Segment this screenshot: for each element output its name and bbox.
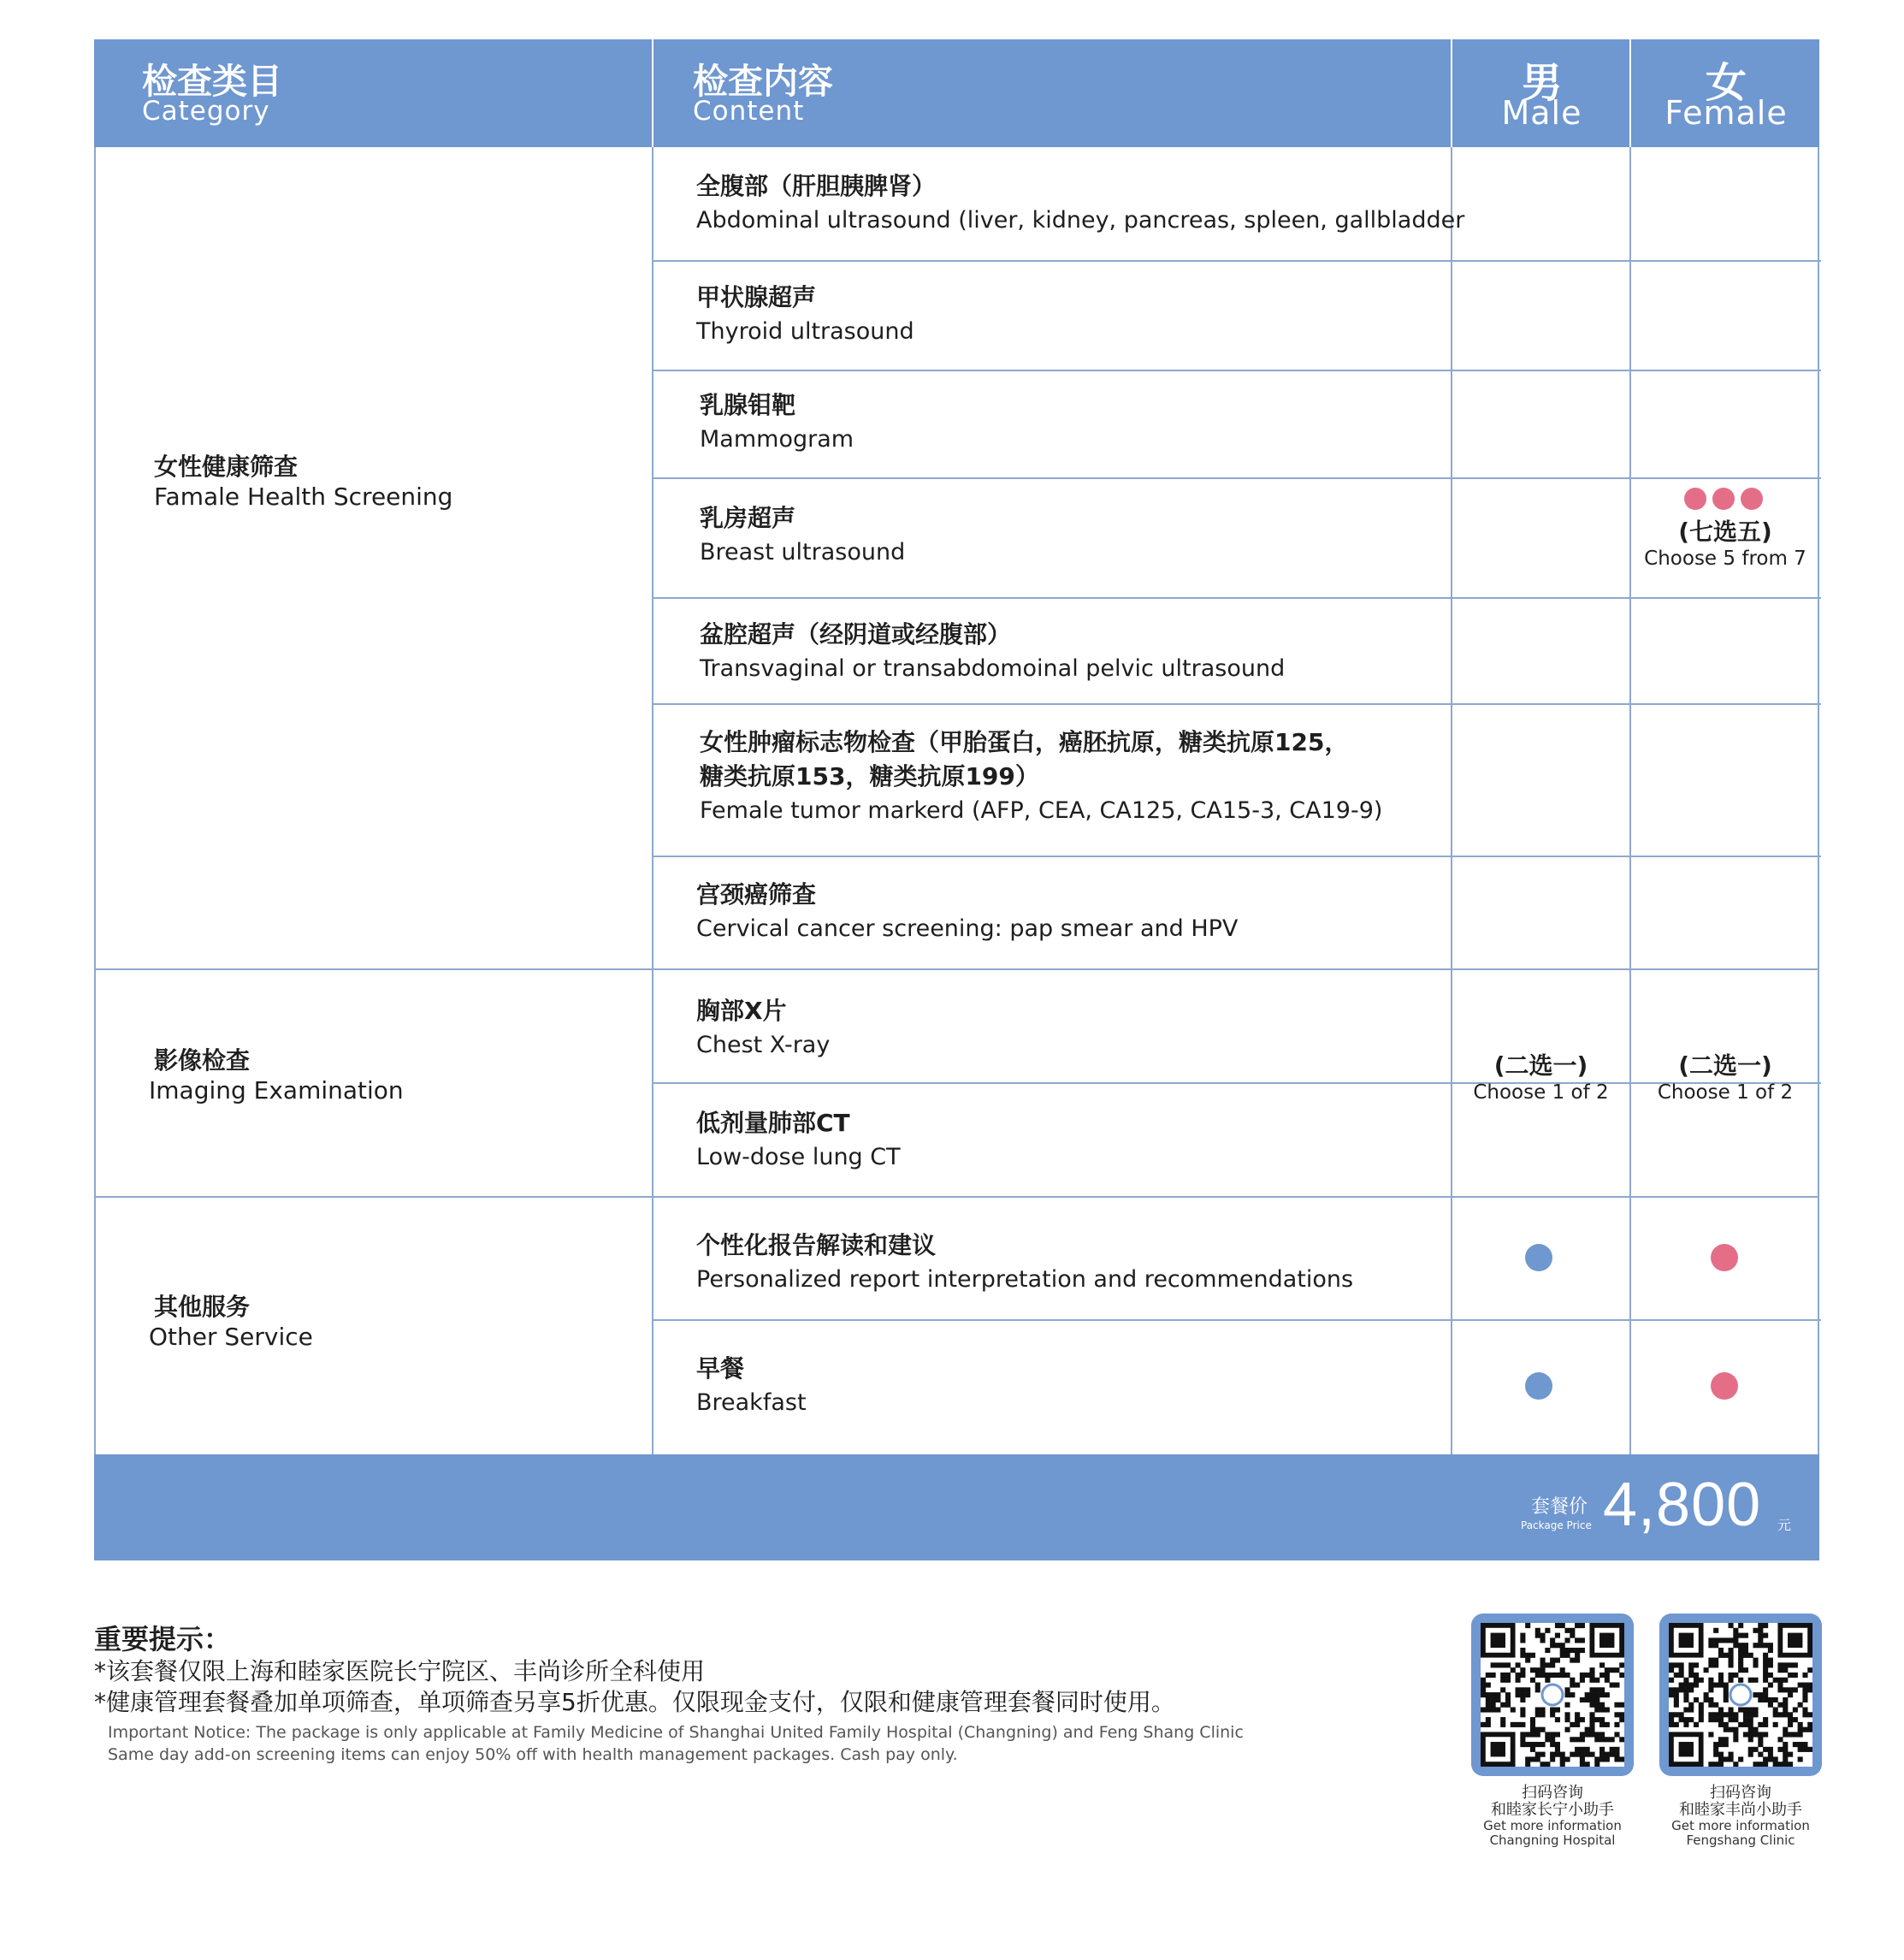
table-body [94,147,1819,1454]
choice-zh: (二选一) [1493,1051,1588,1080]
female-choice [1629,518,1821,571]
price-label-en: Package Price [1521,1519,1592,1531]
header-category-en: Category [142,96,270,127]
item-en: Breakfast [696,1389,807,1416]
qr-caption-en2: Fengshang Clinic [1686,1833,1795,1848]
item-zh: 盆腔超声（经阴道或经腹部） [700,620,1012,648]
item-en: Chest X-ray [696,1032,831,1058]
table-row [653,705,1821,857]
qr-code-image[interactable] [1659,1614,1822,1776]
header-male [1451,39,1631,147]
price-label-zh: 套餐价 [1531,1496,1588,1518]
price-value: 4,800 [1603,1471,1762,1539]
table-row [653,371,1821,479]
table-row [653,599,1821,705]
notice-line: *健康管理套餐叠加单项筛查，单项筛查另享5折优惠。仅限现金支付，仅限和健康管理套餐同时使用。 [94,1688,1175,1716]
female-dot [1712,488,1735,510]
header-male-en: Male [1501,94,1582,132]
table-header [94,39,1819,147]
item-en: Low-dose lung CT [696,1144,901,1170]
notice-en: Important Notice: The package is only applicable at Family Medicine of Shanghai United Family Hospital (Changning) and Feng Shang Clinic [108,1723,1244,1742]
table-row [653,857,1821,968]
item-zh: 个性化报告解读和建议 [696,1231,937,1259]
item-zh: 宫颈癌筛查 [696,880,817,909]
choice-en: Choose 5 from 7 [1644,548,1806,570]
header-content [652,39,1452,147]
qr-caption [1471,1785,1634,1848]
header-category [94,39,652,147]
qr-caption-en1: Get more information [1483,1818,1622,1833]
item-en: Transvaginal or transabdomoinal pelvic ultrasound [700,655,1286,682]
header-content-en: Content [693,96,805,127]
price-bar [94,1454,1819,1560]
header-female-zh: 女 [1705,59,1747,107]
male-included-dot [1525,1244,1552,1271]
qr-caption-zh1: 扫码咨询 [1710,1784,1771,1802]
qr-caption-zh2: 和睦家长宁小助手 [1491,1801,1614,1819]
item-zh: 乳腺钼靶 [700,391,796,419]
header-category-zh: 检查类目 [142,61,282,102]
item-en: Cervical cancer screening: pap smear and HPV [696,915,1239,942]
choice-en: Choose 1 of 2 [1657,1081,1794,1104]
qr-fengshang[interactable] [1659,1614,1822,1848]
item-zh: 女性肿瘤标志物检查（甲胎蛋白，癌胚抗原，糖类抗原125， [700,728,1349,756]
male-choice [1451,1052,1631,1105]
price-unit: 元 [1777,1517,1792,1533]
item-en: Thyroid ultrasound [696,318,914,345]
qr-changning[interactable] [1471,1614,1634,1848]
item-en: Personalized report interpretation and recommendations [696,1266,1354,1293]
female-choice [1629,1052,1821,1105]
female-included-dot [1711,1372,1738,1400]
notice-title: 重要提示： [94,1623,232,1655]
table-row [653,1321,1821,1454]
category-zh: 其他服务 [154,1293,251,1321]
section-other [96,1198,1818,1454]
qr-caption-zh2: 和睦家丰尚小助手 [1679,1801,1802,1819]
item-zh: 胸部X片 [696,997,787,1025]
choice-en: Choose 1 of 2 [1473,1081,1609,1104]
female-dot [1684,488,1706,510]
female-included-dot [1711,1244,1738,1271]
item-en: Breast ultrasound [700,539,906,565]
qr-code-image[interactable] [1471,1614,1634,1776]
item-en: Abdominal ultrasound (liver, kidney, pancreas, spleen, gallbladder [696,207,1465,234]
choice-zh: (二选一) [1678,1051,1772,1080]
qr-caption-en2: Changning Hospital [1489,1833,1616,1848]
notice-line: *该套餐仅限上海和睦家医院长宁院区、丰尚诊所全科使用 [94,1657,706,1685]
table-row [653,1198,1821,1321]
section-female-screening [96,147,1818,970]
category-zh: 女性健康筛查 [154,453,299,481]
male-included-dot [1525,1372,1552,1400]
notice-en: Same day add-on screening items can enjoy 50% off with health management packages. Cash pay only. [108,1745,958,1764]
qr-caption-zh1: 扫码咨询 [1522,1784,1583,1802]
section-imaging [96,970,1818,1198]
qr-caption-en1: Get more information [1671,1818,1810,1833]
choice-zh: (七选五) [1678,518,1772,546]
item-zh: 乳房超声 [700,504,796,532]
item-zh: 早餐 [696,1354,745,1383]
female-dot [1741,488,1763,510]
item-zh-line2: 糖类抗原153，糖类抗原199） [700,762,1039,791]
category-en: Imaging Examination [149,1076,404,1104]
item-zh: 低剂量肺部CT [696,1109,850,1137]
important-notice [94,1622,1360,1766]
qr-caption [1659,1785,1822,1848]
item-zh: 甲状腺超声 [696,283,817,311]
header-female-en: Female [1665,94,1788,132]
item-zh: 全腹部（肝胆胰脾肾） [696,172,937,200]
header-content-zh: 检查内容 [693,61,833,102]
table-row [653,147,1821,262]
header-female [1629,39,1821,147]
table-row [653,262,1821,371]
item-en: Female tumor markerd (AFP, CEA, CA125, CA15-3, CA19-9) [700,797,1383,824]
category-en: Famale Health Screening [154,483,453,511]
category-en: Other Service [149,1323,313,1351]
header-male-zh: 男 [1521,59,1563,107]
package-table [94,39,1819,1560]
item-en: Mammogram [700,426,854,453]
category-zh: 影像检查 [154,1046,251,1075]
